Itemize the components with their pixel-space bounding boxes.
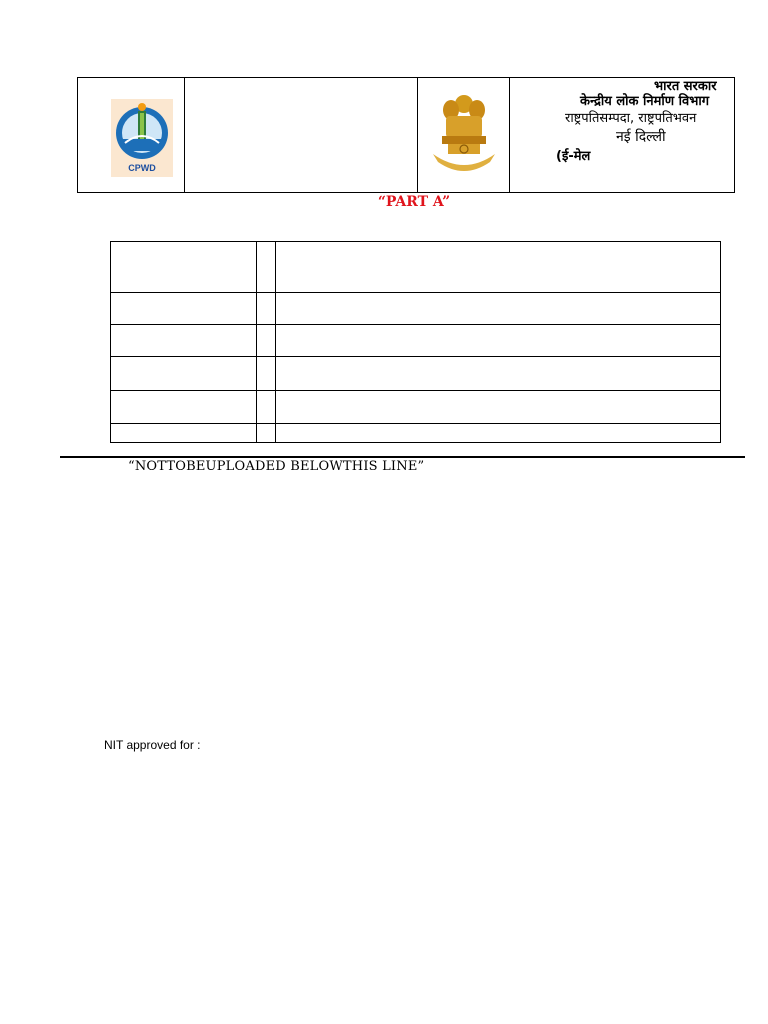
table-cell — [111, 391, 257, 424]
header-line-dept: केन्द्रीय लोक निर्माण विभाग — [580, 94, 710, 109]
table-row — [111, 325, 721, 357]
table-cell — [111, 293, 257, 325]
table-row — [111, 357, 721, 391]
table-row — [111, 293, 721, 325]
table-cell — [257, 357, 276, 391]
part-a-heading: “PART A” — [377, 194, 451, 210]
table-cell — [257, 424, 276, 443]
header-line-govt: भारत सरकार — [654, 79, 717, 94]
table-cell — [111, 242, 257, 293]
table-cell — [276, 242, 721, 293]
header-line-email: (ई-मेल — [556, 149, 591, 164]
table-cell — [276, 325, 721, 357]
logo-text: CPWD — [128, 163, 156, 173]
table-cell — [276, 391, 721, 424]
cpwd-logo — [111, 99, 173, 177]
header-line-estate: राष्ट्रपतिसम्पदा, राष्ट्रपतिभवन — [565, 111, 697, 126]
table-row — [111, 242, 721, 293]
details-table — [110, 241, 721, 443]
header-line-city: नई दिल्ली — [616, 129, 666, 145]
table-cell — [257, 242, 276, 293]
table-cell — [257, 293, 276, 325]
upload-divider — [60, 456, 745, 458]
table-cell — [111, 357, 257, 391]
table-cell — [276, 424, 721, 443]
table-cell — [257, 391, 276, 424]
not-to-upload-notice: “NOTTOBEUPLOADED BELOWTHIS LINE” — [128, 459, 425, 474]
table-row — [111, 424, 721, 443]
table-cell — [276, 357, 721, 391]
blank-cell — [185, 78, 418, 193]
table-cell — [111, 424, 257, 443]
table-cell — [276, 293, 721, 325]
state-emblem — [430, 90, 498, 176]
table-cell — [257, 325, 276, 357]
nit-approved-label: NIT approved for : — [104, 738, 201, 752]
table-cell — [111, 325, 257, 357]
cpwd-logo-icon — [111, 99, 173, 177]
lion-emblem-icon — [430, 90, 498, 176]
table-row — [111, 391, 721, 424]
